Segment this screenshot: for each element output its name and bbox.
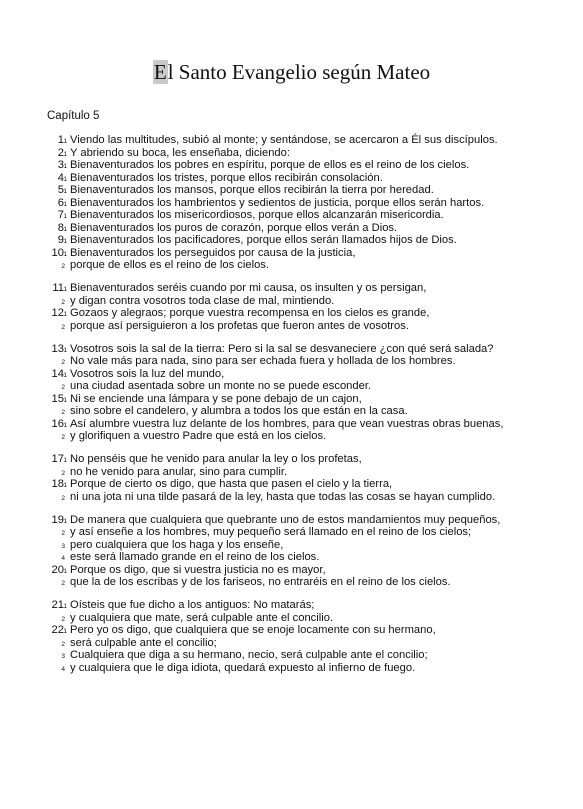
verse-text: Viendo las multitudes, subió al monte; y sentándose, se acercaron a Él sus discípulos.: [70, 134, 498, 146]
verse-line: [0, 234, 583, 247]
verse-number: 4: [57, 171, 64, 184]
line-number: 2: [61, 494, 65, 502]
verse-line: [0, 172, 583, 185]
line-number: 1: [63, 175, 67, 183]
verse-text: pero cualquiera que los haga y los enseñe,: [70, 538, 284, 551]
line-number: 4: [61, 555, 65, 562]
line-number: 1: [63, 163, 67, 170]
verse-number: 17: [51, 453, 64, 465]
verse-number: 2: [57, 146, 64, 159]
paragraph-gap: [0, 503, 583, 514]
verse-text: será culpable ante el concilio;: [70, 636, 217, 649]
verse-line: [0, 453, 583, 466]
chapter-heading: Capítulo 5: [47, 110, 100, 122]
verse-text: De manera que cualquiera que quebrante uno de estos mandamientos muy pequeños,: [70, 513, 501, 526]
line-number: 2: [61, 469, 65, 477]
line-number: 2: [61, 384, 65, 391]
verse-line: [0, 430, 583, 443]
verse-line: [0, 247, 583, 260]
verse-text: Pero yo os digo, que cualquiera que se enoje locamente con su hermano,: [70, 624, 436, 636]
line-number: 1: [63, 225, 67, 233]
verse-text: Y abriendo su boca, les enseñaba, diciendo:: [70, 146, 290, 159]
verse-line: [0, 649, 583, 662]
verse-line: [0, 159, 583, 172]
verse-text: este será llamado grande en el reino de los cielos.: [70, 551, 320, 563]
verse-line: [0, 368, 583, 381]
verse-text: y así enseñe a los hombres, muy pequeño será llamado en el reino de los cielos;: [70, 526, 472, 538]
verse-line: [0, 637, 583, 650]
verse-line: [0, 184, 583, 197]
line-number: 1: [63, 188, 67, 195]
verse-text: porque de ellos es el reino de los cielos.: [70, 259, 270, 271]
verse-line: [0, 478, 583, 491]
verse-text: Bienaventurados los mansos, porque ellos recibirán la tierra por heredad.: [70, 184, 434, 196]
verse-number: 19: [51, 513, 64, 526]
verse-text: Ni se enciende una lámpara y se pone debajo de un cajon,: [70, 392, 362, 405]
line-number: 4: [61, 665, 65, 673]
verse-number: 13: [51, 342, 64, 355]
verse-line: [0, 405, 583, 418]
drop-cap: E: [153, 60, 167, 84]
verse-text: y cualquiera que mate, será culpable ante el concilio.: [70, 611, 334, 624]
line-number: 2: [61, 580, 65, 587]
verse-line: [0, 564, 583, 577]
line-number: 1: [63, 150, 67, 158]
line-number: 1: [63, 421, 67, 429]
line-number: 3: [61, 653, 65, 660]
verse-text: que la de los escribas y de los fariseos, no entraréis en el reino de los cielos.: [70, 576, 451, 588]
verse-line: [0, 197, 583, 210]
verse-line: [0, 147, 583, 160]
title-text: l Santo Evangelio según Mateo: [167, 60, 431, 84]
verse-line: [0, 355, 583, 368]
verse-line: [0, 539, 583, 552]
verse-line: [0, 526, 583, 539]
line-number: 2: [61, 298, 65, 306]
verse-line: [0, 662, 583, 675]
line-number: 1: [63, 457, 67, 464]
line-number: 2: [61, 615, 65, 623]
verse-text: y cualquiera que le diga idiota, quedará expuesto al infierno de fuego.: [70, 661, 416, 674]
book-title: [0, 60, 583, 85]
line-number: 2: [61, 434, 65, 441]
line-number: 1: [63, 213, 67, 220]
verse-text: Bienaventurados seréis cuando por mi causa, os insulten y os persigan,: [70, 282, 427, 294]
verse-text: sino sobre el candelero, y alumbra a todos los que están en la casa.: [70, 405, 408, 417]
verse-list: [0, 134, 583, 674]
verse-number: 5: [57, 184, 64, 196]
verse-number: 18: [51, 478, 64, 490]
verse-text: y digan contra vosotros toda clase de mal, mintiendo.: [70, 294, 335, 307]
verse-line: [0, 514, 583, 527]
verse-number: 10: [51, 246, 64, 259]
verse-number: 21: [51, 599, 64, 611]
verse-line: [0, 599, 583, 612]
line-number: 2: [61, 530, 65, 537]
paragraph-gap: [0, 332, 583, 343]
line-number: 1: [63, 567, 67, 575]
paragraph-gap: [0, 272, 583, 283]
verse-text: No vale más para nada, sino para ser echada fuera y hollada de los hombres.: [70, 355, 456, 367]
line-number: 1: [63, 371, 67, 379]
line-number: 1: [63, 346, 67, 354]
verse-line: [0, 491, 583, 504]
verse-line: [0, 380, 583, 393]
verse-number: 14: [51, 367, 64, 380]
verse-text: Bienaventurados los pacificadores, porque ellos serán llamados hijos de Dios.: [70, 234, 457, 246]
verse-line: [0, 295, 583, 308]
line-number: 1: [63, 286, 67, 293]
verse-text: porque así persiguieron a los profetas que fueron antes de vosotros.: [70, 319, 409, 332]
verse-number: 9: [57, 234, 64, 246]
verse-number: 12: [51, 307, 64, 319]
verse-number: 11: [52, 282, 64, 294]
verse-line: [0, 222, 583, 235]
line-number: 2: [61, 409, 65, 416]
line-number: 2: [61, 640, 65, 648]
line-number: 1: [63, 311, 67, 318]
verse-text: no he venido para anular, sino para cumplir.: [70, 465, 288, 478]
verse-text: Así alumbre vuestra luz delante de los hombres, para que vean vuestras obras buenas,: [70, 417, 504, 430]
verse-text: No penséis que he venido para anular la ley o los profetas,: [70, 453, 362, 465]
verse-line: [0, 393, 583, 406]
paragraph-gap: [0, 589, 583, 600]
verse-line: [0, 343, 583, 356]
verse-line: [0, 624, 583, 637]
verse-text: Bienaventurados los hambrientos y sedientos de justicia, porque ellos serán hartos.: [70, 196, 485, 209]
line-number: 1: [63, 603, 67, 610]
verse-line: [0, 307, 583, 320]
verse-text: Porque os digo, que si vuestra justicia no es mayor,: [70, 563, 326, 576]
verse-text: Cualquiera que diga a su hermano, necio, será culpable ante el concilio;: [70, 649, 428, 661]
verse-text: Bienaventurados los perseguidos por causa de la justicia,: [70, 246, 356, 259]
verse-line: [0, 418, 583, 431]
verse-line: [0, 320, 583, 333]
verse-line: [0, 134, 583, 147]
line-number: 1: [63, 138, 67, 145]
line-number: 1: [63, 517, 67, 525]
verse-number: 1: [57, 134, 64, 146]
verse-text: Bienaventurados los tristes, porque ellos recibirán consolación.: [70, 171, 383, 184]
verse-line: [0, 466, 583, 479]
verse-text: Porque de cierto os digo, que hasta que pasen el cielo y la tierra,: [70, 478, 393, 490]
verse-text: una ciudad asentada sobre un monte no se puede esconder.: [70, 380, 372, 392]
verse-text: Vosotros sois la luz del mundo,: [70, 367, 225, 380]
line-number: 2: [61, 323, 65, 331]
verse-line: [0, 209, 583, 222]
verse-number: 6: [57, 196, 64, 209]
line-number: 1: [63, 200, 67, 208]
verse-number: 8: [57, 221, 64, 234]
verse-text: Gozaos y alegraos; porque vuestra recompensa en los cielos es grande,: [70, 307, 430, 319]
verse-line: [0, 576, 583, 589]
paragraph-gap: [0, 443, 583, 454]
verse-text: Bienaventurados los pobres en espíritu, porque de ellos es el reino de los cielos.: [70, 159, 470, 171]
line-number: 1: [63, 482, 67, 489]
verse-number: 20: [51, 563, 64, 576]
verse-line: [0, 282, 583, 295]
verse-text: y glorifiquen a vuestro Padre que está en los cielos.: [70, 430, 327, 442]
line-number: 1: [63, 396, 67, 404]
verse-text: ni una jota ni una tilde pasará de la ley, hasta que todas las cosas se hayan cumplido.: [70, 490, 496, 503]
verse-text: Bienaventurados los misericordiosos, porque ellos alcanzarán misericordia.: [70, 209, 444, 221]
line-number: 3: [61, 542, 65, 550]
line-number: 1: [63, 238, 67, 245]
verse-text: Oísteis que fue dicho a los antiguos: No matarás;: [70, 599, 315, 611]
line-number: 2: [61, 359, 65, 366]
verse-line: [0, 259, 583, 272]
verse-text: Vosotros sois la sal de la tierra: Pero si la sal se desvaneciere ¿con qué será salada?: [70, 342, 494, 355]
verse-line: [0, 612, 583, 625]
verse-number: 15: [51, 392, 64, 405]
verse-number: 22: [51, 624, 64, 636]
line-number: 1: [63, 250, 67, 258]
verse-number: 7: [57, 209, 64, 221]
verse-number: 3: [57, 159, 64, 171]
line-number: 2: [61, 263, 65, 270]
line-number: 1: [63, 628, 67, 635]
verse-number: 16: [51, 417, 64, 430]
verse-line: [0, 551, 583, 564]
verse-text: Bienaventurados los puros de corazón, porque ellos verán a Dios.: [70, 221, 398, 234]
